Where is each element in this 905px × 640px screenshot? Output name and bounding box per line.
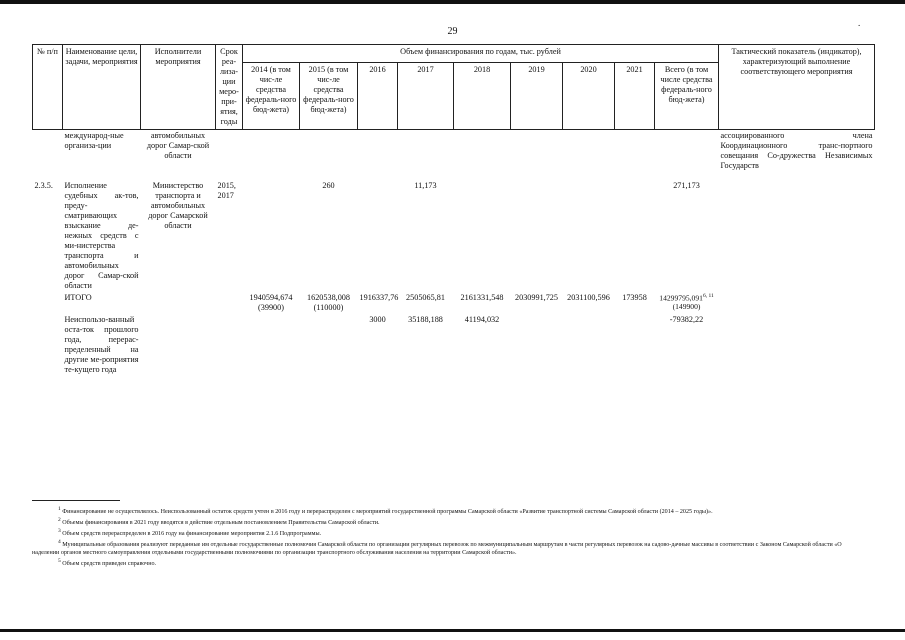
footnote: 4 Муниципальные образования реализуют переданные им отдельные государственные полномочия Самарской области по организации регулярных перевозок по межмуниципальным маршрутам в части регулярных перевозок на садово-дачные массивы в соответствии с Законом Самарской области «О наделении органов местного самоуправления отдельными государственными полномочиями по организации транспортного обслуживания населения на территории Самарской области». [32, 538, 842, 557]
table-row-itogo [33, 292, 875, 314]
value-total: 14299795,091 [659, 293, 703, 303]
cell-2019: 2030991,725 [515, 292, 558, 302]
col-header-year: 2016 [358, 63, 398, 130]
col-header-year: 2020 [563, 63, 615, 130]
funding-table [32, 44, 875, 376]
cell-name: Неиспользо-ванный оста-ток прошлого года, перерас-пределенный на другие ме-роприятия те-кущего года [64, 314, 139, 374]
col-header-indicator: Тактический показатель (индикатор), характеризующий выполнение соответствующего мероприятия [719, 45, 875, 130]
col-header-total: Всего (в том числе средства федераль-ного бюд-жета) [655, 63, 719, 130]
col-header-year: 2019 [511, 63, 563, 130]
top-border-rule [0, 0, 905, 4]
cell-total: 271,173 [673, 180, 700, 190]
page-number: 29 [447, 26, 458, 37]
cell-2015 [300, 292, 358, 314]
col-header-funding: Объем финансирования по годам, тыс. рублей [243, 45, 719, 63]
scan-mark: . [858, 18, 861, 28]
cell-total [655, 292, 719, 314]
table-row-continuation [33, 130, 875, 180]
cell-exec: автомобильных дорог Самар-ской области [146, 131, 210, 160]
value-2014: 1940594,674 [249, 292, 293, 302]
header-row-1 [33, 45, 875, 63]
col-header-term: Срок реа-лиза-ции меро-при-ятия, годы [216, 45, 243, 130]
value-2015-federal: (110000) [313, 302, 344, 312]
col-header-exec: Исполнители мероприятия [141, 45, 216, 130]
cell-2017: 11,173 [414, 180, 437, 190]
col-header-num: № п/п [33, 45, 63, 130]
bottom-border-rule [0, 629, 905, 632]
footnote-ref: 6, 11 [702, 292, 714, 299]
cell-2018: 2161331,548 [460, 292, 504, 302]
cell-total: -79382,22 [669, 314, 704, 324]
footnote: 5 Объем средств приведен справочно. [58, 558, 157, 568]
cell-2015: 260 [322, 180, 335, 190]
cell-2017: 2505065,81 [406, 292, 445, 302]
cell-num: 2.3.5. [34, 180, 53, 190]
value-2015: 1620538,008 [307, 292, 350, 302]
footnote: 1 Финансирование не осуществлялось. Неиспользованный остаток средств учтен в 2016 году и перераспределен с мероприятий государственной программы Самарской области «Развитие транспортной системы Самарской области (2014 – 2025 годы)». [58, 506, 713, 516]
cell-name: ИТОГО [64, 292, 92, 302]
col-header-year: 2021 [615, 63, 655, 130]
value-total-federal: (149900) [672, 302, 701, 312]
cell-2016: 3000 [369, 314, 386, 324]
cell-2017: 35188,188 [408, 314, 443, 324]
cell-exec: Министерство транспорта и автомобильных дорог Самарской области [148, 180, 208, 230]
table-row-unused-remainder [33, 314, 875, 376]
cell-2020: 2031100,596 [567, 292, 610, 302]
col-header-year: 2018 [454, 63, 511, 130]
footnote-separator [32, 500, 120, 501]
col-header-year: 2017 [398, 63, 454, 130]
cell-indicator: ассоциированного члена Координационного транс-портного совещания Со-дружества Независимых Государств [720, 131, 873, 170]
footnote: 3 Объем средств перераспределен в 2016 году на финансирование мероприятия 2.1.6 Подпрограммы. [58, 527, 322, 537]
cell-2021: 173958 [622, 292, 647, 302]
col-header-year: 2015 (в том чис-ле средства федераль-ного бюд-жета) [300, 63, 358, 130]
footnotes [32, 506, 870, 569]
table-row-2-3-5 [33, 180, 875, 292]
col-header-year: 2014 (в том чис-ле средства федераль-ного бюд-жета) [243, 63, 300, 130]
cell-name: международ-ные организа-ции [64, 131, 124, 150]
cell-name: Исполнение судебных ак-тов, преду-сматривающих взыскание де-нежных средств с ми-нистерства транспорта и автомобильных дорог Самар-ской области [64, 180, 139, 290]
cell-2018: 41194,032 [464, 314, 500, 324]
value-2014-federal: (39900) [258, 302, 284, 312]
cell-2016: 1916337,76 [359, 292, 399, 302]
cell-term: 2015, 2017 [217, 180, 236, 200]
cell-2014 [243, 292, 300, 314]
col-header-name: Наименование цели, задачи, мероприятия [63, 45, 141, 130]
footnote: 2 Объемы финансирования в 2021 году вводятся в действие отдельным постановлением Правительства Самарской области. [58, 516, 380, 526]
